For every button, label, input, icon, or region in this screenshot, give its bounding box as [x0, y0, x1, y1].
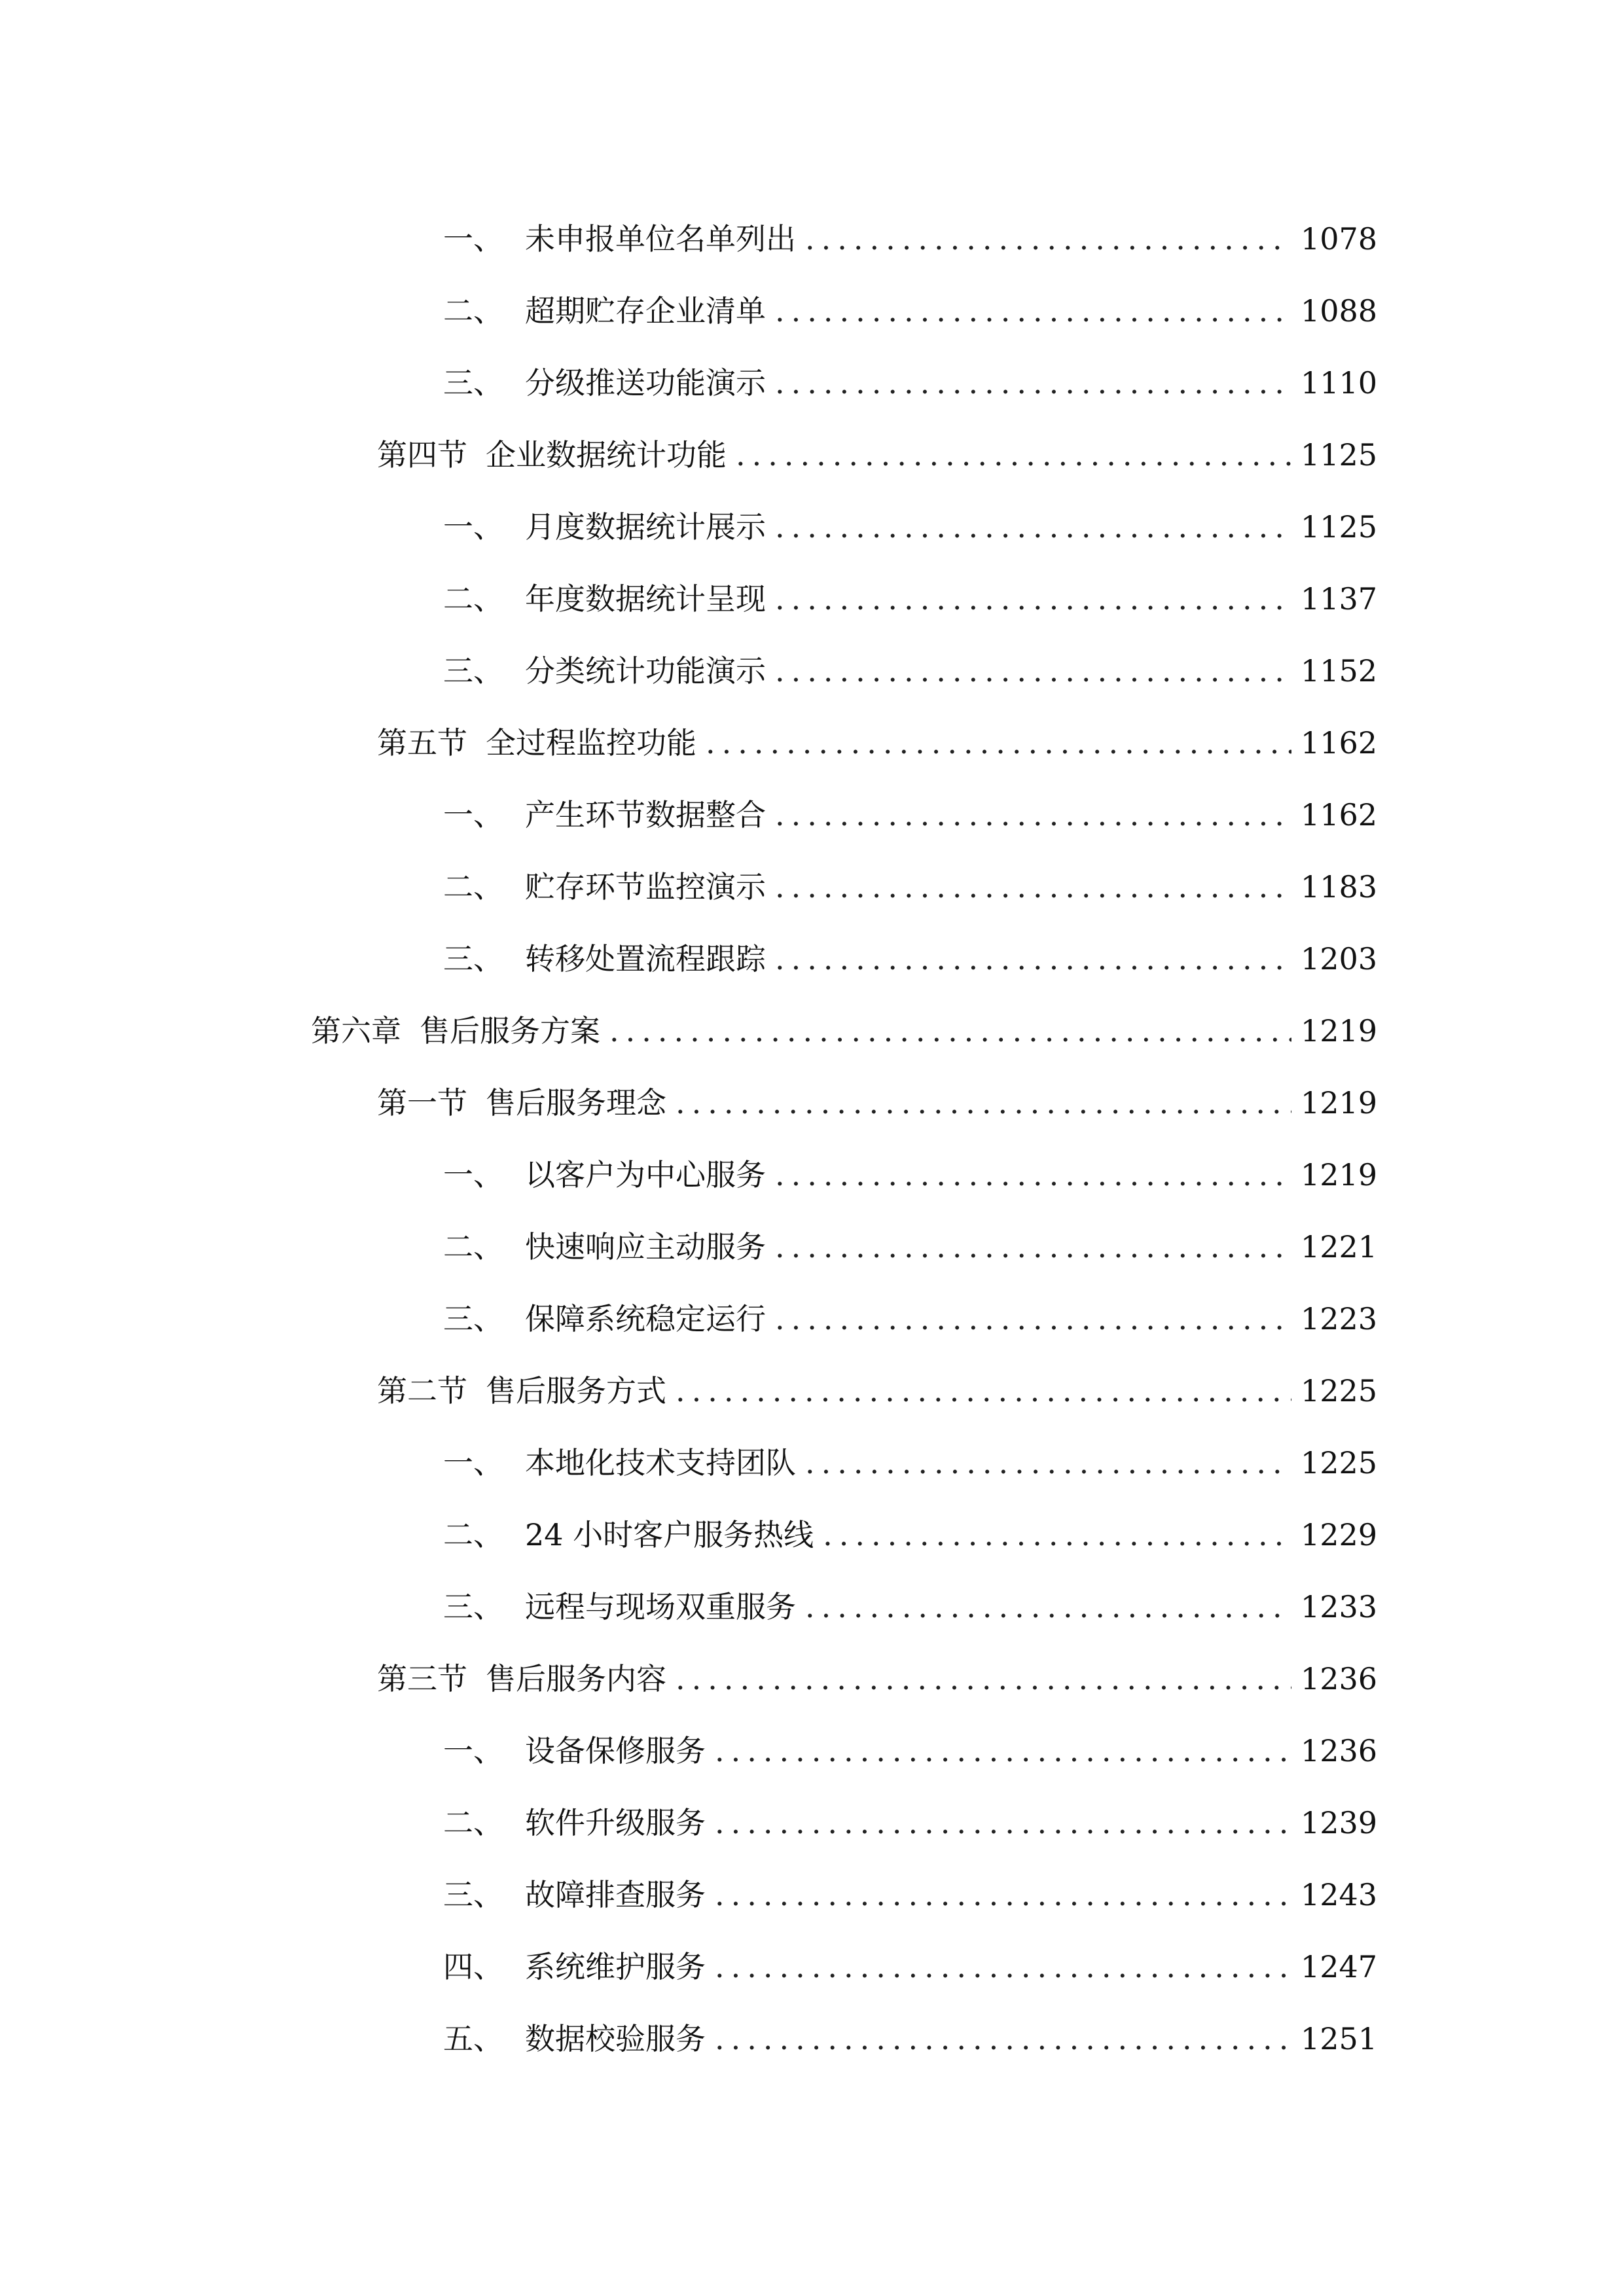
- toc-entry-title: 月度数据统计展示: [525, 509, 766, 545]
- toc-entry-page: 1125: [1300, 509, 1377, 545]
- toc-leader-dots: [676, 1659, 1291, 1698]
- toc-leader-dots: [715, 1875, 1291, 1914]
- toc-entry-page: 1223: [1300, 1301, 1377, 1336]
- toc-entry-title: 远程与现场双重服务: [525, 1589, 796, 1624]
- toc-entry-title: 24 小时客户服务热线: [525, 1517, 814, 1552]
- toc-entry-title: 售后服务内容: [486, 1661, 666, 1696]
- toc-leader-dots: [775, 795, 1291, 834]
- toc-entry-page: 1251: [1300, 2021, 1377, 2056]
- toc-leader-dots: [805, 1443, 1291, 1482]
- toc-entry-title: 企业数据统计功能: [486, 437, 727, 473]
- toc-chapter-entry[interactable]: [0, 995, 1624, 1067]
- toc-leader-dots: [775, 507, 1291, 547]
- toc-entry-title: 分级推送功能演示: [525, 365, 766, 401]
- toc-leader-dots: [775, 651, 1291, 691]
- toc-entry-page: 1236: [1300, 1661, 1377, 1696]
- toc-leader-dots: [775, 1155, 1291, 1194]
- toc-entry-page: 1152: [1300, 653, 1377, 689]
- toc-entry[interactable]: [0, 203, 1624, 275]
- toc-entry[interactable]: [0, 1859, 1624, 1931]
- toc-leader-dots: [609, 1011, 1291, 1050]
- toc-entry-title: 售后服务方案: [420, 1013, 600, 1049]
- toc-leader-dots: [805, 1587, 1291, 1626]
- toc-entry[interactable]: [0, 1715, 1624, 1787]
- toc-leader-dots: [715, 1947, 1291, 1986]
- toc-section-entry[interactable]: [0, 1643, 1624, 1715]
- toc-entry-number: 第二节: [377, 1373, 467, 1408]
- toc-entry-number: 第六章: [311, 1013, 401, 1049]
- toc-entry-title: 本地化技术支持团队: [525, 1445, 796, 1480]
- toc-leader-dots: [805, 219, 1291, 259]
- toc-leader-dots: [706, 723, 1291, 762]
- toc-leader-dots: [775, 867, 1291, 906]
- toc-entry-page: 1137: [1300, 581, 1377, 617]
- toc-entry-title: 设备保修服务: [525, 1733, 706, 1768]
- toc-entry-page: 1221: [1300, 1229, 1377, 1265]
- toc-section-entry[interactable]: [0, 419, 1624, 491]
- toc-leader-dots: [775, 363, 1291, 403]
- toc-entry-page: 1236: [1300, 1733, 1377, 1768]
- toc-entry-title: 未申报单位名单列出: [525, 221, 796, 257]
- toc-leader-dots: [736, 435, 1291, 475]
- toc-entry-page: 1162: [1300, 725, 1377, 761]
- toc-entry-number: 三、: [443, 1877, 503, 1912]
- toc-leader-dots: [715, 1731, 1291, 1770]
- toc-entry-title: 故障排查服务: [525, 1877, 706, 1912]
- toc-entry-number: 五、: [443, 2021, 503, 2056]
- toc-entry-number: 一、: [443, 1157, 503, 1193]
- toc-entry-number: 三、: [443, 1301, 503, 1336]
- toc-entry-number: 二、: [443, 869, 503, 905]
- toc-leader-dots: [775, 939, 1291, 978]
- toc-entry-title: 快速响应主动服务: [525, 1229, 766, 1265]
- toc-entry[interactable]: [0, 851, 1624, 923]
- toc-entry-page: 1078: [1300, 221, 1377, 257]
- toc-entry-title: 售后服务理念: [486, 1085, 666, 1121]
- toc-entry-number: 第三节: [377, 1661, 467, 1696]
- toc-entry-number: 一、: [443, 1733, 503, 1768]
- toc-entry-number: 二、: [443, 293, 503, 329]
- toc-entry-page: 1225: [1300, 1445, 1377, 1480]
- toc-entry-page: 1243: [1300, 1877, 1377, 1912]
- toc-entry-number: 二、: [443, 581, 503, 617]
- toc-entry-title: 分类统计功能演示: [525, 653, 766, 689]
- toc-entry-page: 1219: [1300, 1157, 1377, 1193]
- toc-entry-title: 全过程监控功能: [486, 725, 696, 761]
- toc-entry-number: 一、: [443, 797, 503, 833]
- toc-entry-title: 保障系统稳定运行: [525, 1301, 766, 1336]
- toc-entry[interactable]: [0, 347, 1624, 419]
- toc-entry-number: 三、: [443, 365, 503, 401]
- toc-entry[interactable]: [0, 1499, 1624, 1571]
- toc-leader-dots: [715, 2019, 1291, 2058]
- toc-entry-number: 一、: [443, 221, 503, 257]
- toc-entry-number: 三、: [443, 941, 503, 977]
- toc-entry[interactable]: [0, 635, 1624, 707]
- toc-entry[interactable]: [0, 1931, 1624, 2003]
- toc-entry-number: 第四节: [377, 437, 467, 473]
- toc-entry-title: 以客户为中心服务: [525, 1157, 766, 1193]
- toc-leader-dots: [676, 1083, 1291, 1122]
- toc-leader-dots: [715, 1803, 1291, 1842]
- toc-entry-page: 1247: [1300, 1949, 1377, 1984]
- toc-entry-page: 1233: [1300, 1589, 1377, 1624]
- toc-entry-title: 软件升级服务: [525, 1805, 706, 1840]
- toc-entry-title: 系统维护服务: [525, 1949, 706, 1984]
- toc-entry-number: 三、: [443, 653, 503, 689]
- toc-entry-page: 1110: [1300, 365, 1377, 401]
- toc-section-entry[interactable]: [0, 707, 1624, 779]
- toc-entry-title: 数据校验服务: [525, 2021, 706, 2056]
- toc-leader-dots: [775, 1227, 1291, 1266]
- toc-entry-page: 1088: [1300, 293, 1377, 329]
- toc-entry-page: 1125: [1300, 437, 1377, 473]
- toc-entry-page: 1225: [1300, 1373, 1377, 1408]
- toc-entry-page: 1229: [1300, 1517, 1377, 1552]
- toc-entry-number: 四、: [443, 1949, 503, 1984]
- toc-entry-title: 年度数据统计呈现: [525, 581, 766, 617]
- toc-entry-title: 售后服务方式: [486, 1373, 666, 1408]
- toc-leader-dots: [775, 579, 1291, 619]
- toc-leader-dots: [823, 1515, 1291, 1554]
- toc-section-entry[interactable]: [0, 1067, 1624, 1139]
- toc-entry-number: 二、: [443, 1229, 503, 1265]
- toc-entry[interactable]: [0, 779, 1624, 851]
- toc-entry-number: 三、: [443, 1589, 503, 1624]
- toc-entry[interactable]: [0, 1283, 1624, 1355]
- table-of-contents: [0, 203, 1624, 2075]
- toc-entry-number: 第一节: [377, 1085, 467, 1121]
- toc-entry-number: 二、: [443, 1805, 503, 1840]
- toc-entry[interactable]: [0, 2003, 1624, 2075]
- toc-entry-number: 一、: [443, 1445, 503, 1480]
- toc-entry-title: 超期贮存企业清单: [525, 293, 766, 329]
- toc-entry-number: 一、: [443, 509, 503, 545]
- toc-entry-page: 1219: [1300, 1085, 1377, 1121]
- toc-leader-dots: [676, 1371, 1291, 1410]
- toc-entry-page: 1162: [1300, 797, 1377, 833]
- toc-entry[interactable]: [0, 1139, 1624, 1211]
- toc-entry[interactable]: [0, 1571, 1624, 1643]
- toc-entry[interactable]: [0, 563, 1624, 635]
- toc-entry[interactable]: [0, 923, 1624, 995]
- toc-entry-title: 转移处置流程跟踪: [525, 941, 766, 977]
- toc-entry-page: 1239: [1300, 1805, 1377, 1840]
- toc-section-entry[interactable]: [0, 1355, 1624, 1427]
- toc-leader-dots: [775, 1299, 1291, 1338]
- toc-entry[interactable]: [0, 1211, 1624, 1283]
- toc-entry-number: 二、: [443, 1517, 503, 1552]
- toc-entry-page: 1219: [1300, 1013, 1377, 1049]
- toc-leader-dots: [775, 291, 1291, 331]
- toc-entry-page: 1183: [1300, 869, 1377, 905]
- toc-entry[interactable]: [0, 491, 1624, 563]
- toc-entry-number: 第五节: [377, 725, 467, 761]
- toc-entry-title: 产生环节数据整合: [525, 797, 766, 833]
- toc-entry[interactable]: [0, 1787, 1624, 1859]
- toc-entry[interactable]: [0, 275, 1624, 347]
- toc-entry[interactable]: [0, 1427, 1624, 1499]
- toc-entry-title: 贮存环节监控演示: [525, 869, 766, 905]
- toc-entry-page: 1203: [1300, 941, 1377, 977]
